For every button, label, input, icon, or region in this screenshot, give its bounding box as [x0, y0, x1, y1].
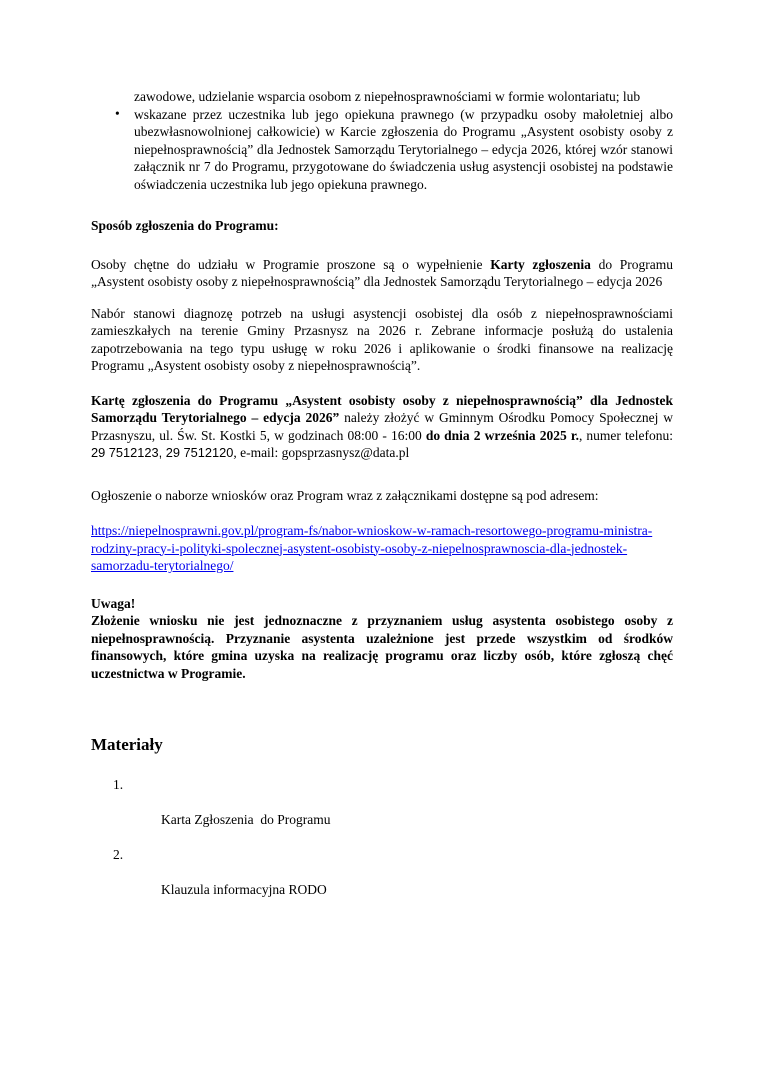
materials-item-label: Klauzula informacyjna RODO: [161, 882, 327, 897]
notice-body: Złożenie wniosku nie jest jednoznaczne z przyznaniem usług asystenta osobistego osoby z niepełnosprawnością. Przyznanie asystenta uzależnione jest przede wszystkim od środków finansowych, które gmina uzyska na realizację programu oraz liczby osób, które zgłoszą chęć uczestnictwa w Programie.: [91, 613, 673, 681]
paragraph-recruitment-info: Nabór stanowi diagnozę potrzeb na usługi asystencji osobistej dla osób z niepełnosprawnościami zamieszkałych na terenie Gminy Przasnysz na 2026 r. Zebrane informacje posłużą do ustalenia zapotrzebowania na tego typu usługę w roku 2026 i aplikowanie o środki finansowe na realizację Programu „Asystent osobisty osoby z niepełnosprawnością”.: [91, 305, 673, 373]
materials-item-number: 1.: [113, 777, 124, 792]
eligibility-bullet-list: [91, 88, 673, 193]
materials-list: [91, 776, 673, 916]
list-item: [91, 106, 673, 194]
materials-item: [91, 846, 673, 916]
paragraph-application-info: Osoby chętne do udziału w Programie proszone są o wypełnienie Karty zgłoszenia do Programu „Asystent osobisty osoby z niepełnosprawnością” dla Jednostek Samorządu Terytorialnego – edycja 2026: [91, 256, 674, 289]
materials-item-number: 2.: [113, 847, 124, 862]
section-heading-application: Sposób zgłoszenia do Programu:: [91, 218, 279, 233]
notice-heading: Uwaga!: [91, 595, 136, 611]
document-content: [91, 88, 673, 916]
bullet-marker-icon: •: [115, 105, 120, 121]
materials-item-label: Karta Zgłoszenia do Programu: [161, 812, 331, 827]
materials-item: [91, 776, 673, 846]
program-announcement-link[interactable]: https://niepelnosprawni.gov.pl/program-fs/nabor-wnioskow-w-ramach-resortowego-programu-ministra-rodziny-pracy-i-polityki-spolecznej-asystent-osobisty-osoby-z-niepelnosprawnoscia-dla-jednostek-samorzadu-terytorialnego/: [91, 523, 653, 573]
list-item: [91, 88, 673, 106]
paragraph-announcement: Ogłoszenie o naborze wniosków oraz Program wraz z załącznikami dostępne są pod adresem:: [91, 487, 599, 503]
materials-heading: Materiały: [91, 735, 163, 754]
list-item-text: zawodowe, udzielanie wsparcia osobom z niepełnosprawnościami w formie wolontariatu; lub: [134, 89, 641, 104]
list-item-text: wskazane przez uczestnika lub jego opiekuna prawnego (w przypadku osoby małoletniej albo ubezwłasnowolnionej całkowicie) w Karcie zgłoszenia do Programu „Asystent osobisty osoby z niepełnosprawnością” dla Jednostek Samorządu Terytorialnego – edycja 2026, której wzór stanowi załącznik nr 7 do Programu, przygotowane do świadczenia usług asystencji osobistej na podstawie oświadczenia uczestnika lub jego opiekuna prawnego.: [134, 106, 673, 192]
notice-paragraph: [91, 595, 673, 683]
paragraph-submission-details: Kartę zgłoszenia do Programu „Asystent osobisty osoby z niepełnosprawnością” dla Jednostek Samorządu Terytorialnego – edycja 2026” należy złożyć w Gminnym Ośrodku Pomocy Społecznej w Przasnyszu, ul. Św. St. Kostki 5, w godzinach 08:00 - 16:00 do dnia 2 września 2025 r., numer telefonu: 29 7512123, 29 7512120, e-mail: gopsprzasnysz@data.pl: [91, 392, 673, 460]
link-paragraph: [91, 522, 673, 575]
